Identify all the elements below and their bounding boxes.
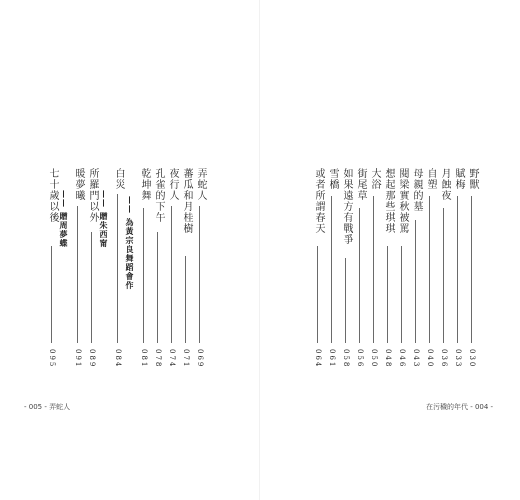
entry-title: 自塑 xyxy=(425,168,436,190)
dotted-leader xyxy=(471,196,472,343)
entry-subtitle: —— 贈周夢蝶 xyxy=(59,190,69,248)
entry-page-number: 048 xyxy=(384,349,392,369)
entry-page-number: 050 xyxy=(370,349,378,369)
entry-page-number: 056 xyxy=(356,349,364,369)
entry-page-number: 095 xyxy=(48,349,56,369)
dotted-leader xyxy=(331,196,332,343)
entry-page-number: 081 xyxy=(140,349,148,369)
entry-title: 街尾草 xyxy=(355,168,366,201)
entry-title: 野獸 xyxy=(467,168,478,190)
right-page-footer: 在污穢的年代 - 004 - xyxy=(426,403,494,411)
dotted-leader xyxy=(317,246,318,343)
entry-page-number: 033 xyxy=(454,349,462,369)
dotted-leader xyxy=(387,246,388,343)
entry-title: 乾坤舞 xyxy=(139,168,150,201)
dotted-leader xyxy=(429,196,430,343)
entry-subtitle: —— 贈朱西甯 xyxy=(99,190,109,248)
entry-page-number: 078 xyxy=(154,349,162,369)
entry-page-number: 069 xyxy=(196,349,204,369)
entry-title: 賦梅 xyxy=(453,168,464,190)
entry-title: 月蝕夜 xyxy=(439,168,450,201)
entry-page-number: 043 xyxy=(412,349,420,369)
entry-page-number: 089 xyxy=(88,349,96,369)
entry-title: 七十歲以後 xyxy=(47,168,58,223)
dotted-leader xyxy=(199,206,200,343)
entry-page-number: 040 xyxy=(426,349,434,369)
page-gutter xyxy=(259,0,260,500)
entry-title: 如果遠方有戰爭 xyxy=(341,168,352,245)
dotted-leader xyxy=(345,258,346,343)
dotted-leader xyxy=(143,208,144,343)
dotted-leader xyxy=(401,246,402,343)
dotted-leader xyxy=(157,232,158,343)
dotted-leader xyxy=(51,246,52,343)
entry-title: 弄蛇人 xyxy=(195,168,206,201)
entry-title: 孔雀的下午 xyxy=(153,168,164,223)
entry-page-number: 058 xyxy=(342,349,350,369)
entry-title: 暖夢曦 xyxy=(73,168,84,201)
entry-title: 或者所謂春天 xyxy=(313,168,324,234)
entry-page-number: 036 xyxy=(440,349,448,369)
entry-title: 白災 xyxy=(113,168,124,190)
entry-title: 閱梁實秋被罵 xyxy=(397,168,408,234)
dotted-leader xyxy=(415,220,416,343)
entry-page-number: 030 xyxy=(468,349,476,369)
entry-page-number: 061 xyxy=(328,349,336,369)
entry-page-number: 064 xyxy=(314,349,322,369)
dotted-leader xyxy=(443,208,444,343)
dotted-leader xyxy=(77,206,78,343)
left-page-footer: - 005 - 弄蛇人 xyxy=(24,403,71,411)
dotted-leader xyxy=(117,194,118,343)
dotted-leader xyxy=(373,196,374,343)
entry-title: 想起那些琪琪 xyxy=(383,168,394,234)
entry-page-number: 046 xyxy=(398,349,406,369)
entry-page-number: 071 xyxy=(182,349,190,369)
entry-page-number: 091 xyxy=(74,349,82,369)
dotted-leader xyxy=(171,206,172,343)
entry-title: 所羅門以外 xyxy=(87,168,98,223)
entry-page-number: 074 xyxy=(168,349,176,369)
dotted-leader xyxy=(359,208,360,343)
entry-title: 母親的墓 xyxy=(411,168,422,212)
entry-title: 蕃瓜和月桂樹 xyxy=(181,168,192,234)
entry-subtitle: —— 為黃宗良舞蹈會作 xyxy=(125,196,135,290)
entry-title: 夜行人 xyxy=(167,168,178,201)
entry-title: 大浴 xyxy=(369,168,380,190)
dotted-leader xyxy=(185,256,186,343)
entry-page-number: 084 xyxy=(114,349,122,369)
dotted-leader xyxy=(457,196,458,343)
dotted-leader xyxy=(91,232,92,343)
entry-title: 雪橋 xyxy=(327,168,338,190)
